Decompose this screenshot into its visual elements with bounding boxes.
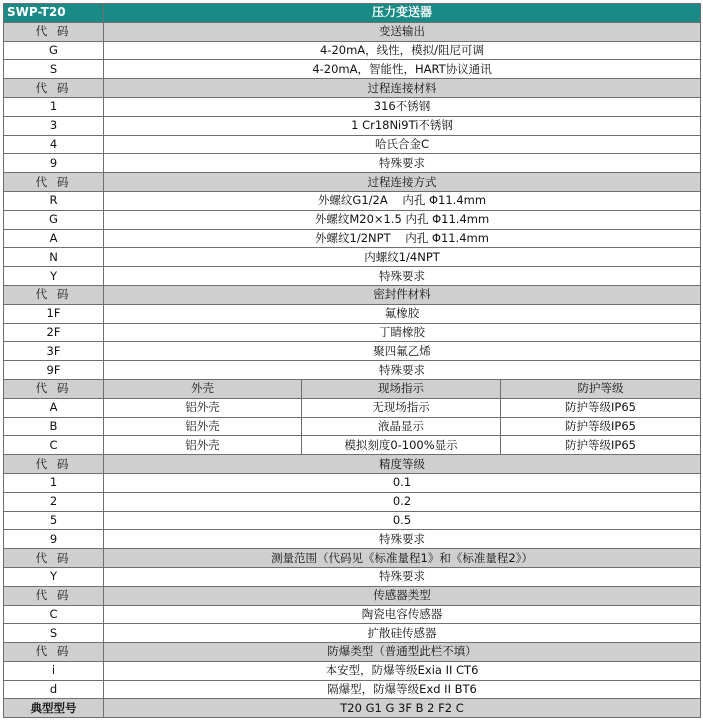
col-header-protection: 防护等级	[501, 379, 701, 398]
section-header-accuracy	[4, 455, 701, 474]
code-label: 代 码	[4, 22, 104, 41]
desc-cell: 氟橡胶	[104, 304, 701, 323]
code-cell: G	[4, 41, 104, 60]
table-row	[4, 605, 701, 624]
desc-cell: 哈氏合金C	[104, 135, 701, 154]
table-row	[4, 248, 701, 267]
code-cell: 1	[4, 97, 104, 116]
section-title: 过程连接方式	[104, 173, 701, 192]
title-cell: 压力变送器	[104, 4, 701, 23]
display-cell: 无现场指示	[302, 398, 501, 417]
section-title: 精度等级	[104, 455, 701, 474]
protection-cell: 防护等级IP65	[501, 436, 701, 455]
code-cell: 4	[4, 135, 104, 154]
col-header-shell: 外壳	[104, 379, 302, 398]
code-cell: C	[4, 436, 104, 455]
desc-cell: 陶瓷电容传感器	[104, 605, 701, 624]
code-cell: 3F	[4, 342, 104, 361]
table-row	[4, 661, 701, 680]
section-header-material	[4, 79, 701, 98]
desc-cell: 本安型，防爆等级Exia II CT6	[104, 661, 701, 680]
section-title: 过程连接材料	[104, 79, 701, 98]
table-row	[4, 304, 701, 323]
typical-model-label: 典型型号	[4, 699, 104, 718]
desc-cell: 4-20mA，线性，模拟/阻尼可调	[104, 41, 701, 60]
code-cell: A	[4, 398, 104, 417]
section-header-range	[4, 549, 701, 568]
code-cell: d	[4, 680, 104, 699]
desc-cell: 特殊要求	[104, 154, 701, 173]
protection-cell: 防护等级IP65	[501, 417, 701, 436]
code-label: 代 码	[4, 173, 104, 192]
code-label: 代 码	[4, 455, 104, 474]
code-label: 代 码	[4, 549, 104, 568]
section-header-explosion	[4, 643, 701, 662]
section-title: 密封件材料	[104, 285, 701, 304]
protection-cell: 防护等级IP65	[501, 398, 701, 417]
code-cell: B	[4, 417, 104, 436]
table-row	[4, 361, 701, 380]
desc-cell: 特殊要求	[104, 530, 701, 549]
table-row	[4, 398, 701, 417]
shell-cell: 铝外壳	[104, 398, 302, 417]
code-cell: R	[4, 191, 104, 210]
code-cell: Y	[4, 567, 104, 586]
desc-cell: 内螺纹1/4NPT	[104, 248, 701, 267]
code-cell: 9F	[4, 361, 104, 380]
code-cell: i	[4, 661, 104, 680]
table-row	[4, 567, 701, 586]
table-row	[4, 323, 701, 342]
table-row	[4, 41, 701, 60]
shell-cell: 铝外壳	[104, 417, 302, 436]
code-cell: 2	[4, 492, 104, 511]
desc-cell: 外螺纹1/2NPT 内孔 Φ11.4mm	[104, 229, 701, 248]
desc-cell: 1 Cr18Ni9Ti不锈钢	[104, 116, 701, 135]
section-header-output	[4, 22, 701, 41]
table-row	[4, 191, 701, 210]
code-cell: A	[4, 229, 104, 248]
desc-cell: 扩散硅传感器	[104, 624, 701, 643]
shell-cell: 铝外壳	[104, 436, 302, 455]
code-cell: Y	[4, 267, 104, 286]
desc-cell: 4-20mA，智能性，HART协议通讯	[104, 60, 701, 79]
table-row	[4, 680, 701, 699]
code-cell: 5	[4, 511, 104, 530]
title-row	[4, 4, 701, 23]
section-header-housing	[4, 379, 701, 398]
desc-cell: 0.1	[104, 473, 701, 492]
section-header-sensor	[4, 586, 701, 605]
code-cell: 1	[4, 473, 104, 492]
desc-cell: 外螺纹M20×1.5 内孔 Φ11.4mm	[104, 210, 701, 229]
code-label: 代 码	[4, 586, 104, 605]
code-cell: S	[4, 624, 104, 643]
display-cell: 液晶显示	[302, 417, 501, 436]
section-title: 变送输出	[104, 22, 701, 41]
code-cell: 3	[4, 116, 104, 135]
table-row	[4, 135, 701, 154]
code-cell: 2F	[4, 323, 104, 342]
code-cell: G	[4, 210, 104, 229]
code-label: 代 码	[4, 379, 104, 398]
code-cell: 9	[4, 154, 104, 173]
desc-cell: 丁睛橡胶	[104, 323, 701, 342]
code-label: 代 码	[4, 285, 104, 304]
table-row	[4, 229, 701, 248]
typical-model-row	[4, 699, 701, 718]
code-cell: 1F	[4, 304, 104, 323]
table-row	[4, 210, 701, 229]
table-row	[4, 624, 701, 643]
table-row	[4, 511, 701, 530]
section-header-seal	[4, 285, 701, 304]
desc-cell: 特殊要求	[104, 267, 701, 286]
section-title: 测量范围（代码见《标准量程1》和《标准量程2》）	[104, 549, 701, 568]
desc-cell: 0.5	[104, 511, 701, 530]
desc-cell: 特殊要求	[104, 567, 701, 586]
table-row	[4, 342, 701, 361]
code-cell: N	[4, 248, 104, 267]
table-row	[4, 97, 701, 116]
table-row	[4, 492, 701, 511]
section-title: 传感器类型	[104, 586, 701, 605]
code-cell: 9	[4, 530, 104, 549]
desc-cell: 外螺纹G1/2A 内孔 Φ11.4mm	[104, 191, 701, 210]
section-header-connection	[4, 173, 701, 192]
table-row	[4, 116, 701, 135]
col-header-display: 现场指示	[302, 379, 501, 398]
table-row	[4, 267, 701, 286]
code-label: 代 码	[4, 79, 104, 98]
table-row	[4, 473, 701, 492]
typical-model-value: T20 G1 G 3F B 2 F2 C	[104, 699, 701, 718]
desc-cell: 316不锈钢	[104, 97, 701, 116]
table-row	[4, 60, 701, 79]
section-title: 防爆类型（普通型此栏不填）	[104, 643, 701, 662]
table-row	[4, 417, 701, 436]
table-row	[4, 530, 701, 549]
code-cell: C	[4, 605, 104, 624]
desc-cell: 聚四氟乙烯	[104, 342, 701, 361]
desc-cell: 0.2	[104, 492, 701, 511]
code-label: 代 码	[4, 643, 104, 662]
display-cell: 模拟刻度0-100%显示	[302, 436, 501, 455]
table-row	[4, 436, 701, 455]
model-cell: SWP-T20	[4, 4, 104, 23]
desc-cell: 隔爆型，防爆等级Exd II BT6	[104, 680, 701, 699]
desc-cell: 特殊要求	[104, 361, 701, 380]
spec-table	[3, 3, 701, 718]
table-row	[4, 154, 701, 173]
code-cell: S	[4, 60, 104, 79]
